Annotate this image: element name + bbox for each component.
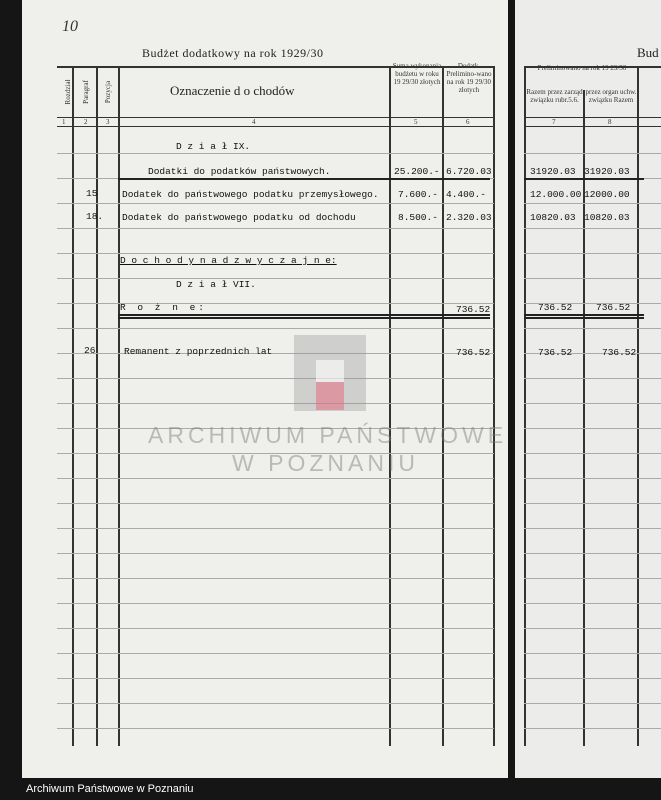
row-remanent-par: 26 <box>84 345 96 356</box>
row-rule <box>57 528 494 529</box>
row-rule <box>57 403 494 404</box>
col-num-3: 3 <box>106 118 110 126</box>
row-rule-2 <box>524 553 661 554</box>
row-rule-2 <box>524 528 661 529</box>
total-double-rule-2 <box>524 314 644 316</box>
row-rule <box>57 278 494 279</box>
row-rule-2 <box>524 428 661 429</box>
row-remanent-label: Remanent z poprzednich lat <box>124 346 273 357</box>
col-divider <box>72 66 74 746</box>
archive-stamp-red <box>316 382 344 410</box>
row-rule <box>57 728 494 729</box>
page-number: 10 <box>62 18 78 35</box>
row-dochod-c8: 10820.03 <box>584 212 630 223</box>
row-dodatki-label: Dodatki do podatków państwowych. <box>148 166 331 177</box>
row-przemysl-c8: 12000.00 <box>584 189 630 200</box>
section-double-rule-2 <box>524 178 644 180</box>
row-rozne-c6: 736.52 <box>456 304 491 315</box>
col-num-6: 6 <box>466 118 470 126</box>
row-dzial-ix: D z i a ł IX. <box>176 141 251 152</box>
row-dochod-par: 18. <box>86 211 104 222</box>
row-dochod-label: Dodatek do państwowego podatku od dochodu <box>122 212 356 223</box>
row-przemysl-par: 15 <box>86 188 98 199</box>
row-rule-2 <box>524 153 661 154</box>
row-rule <box>57 653 494 654</box>
row-dodatki-c5: 25.200.- <box>394 166 440 177</box>
total-double-rule-2 <box>524 317 644 319</box>
row-rule <box>57 328 494 329</box>
col-num-7: 7 <box>552 118 556 126</box>
row-rule-2 <box>524 278 661 279</box>
header-col5: Suma wykonania budżetu w roku 19 29/30 złotych <box>392 62 442 86</box>
row-przemysl-c5: 7.600.- <box>398 189 438 200</box>
archive-stamp-white <box>316 360 344 382</box>
header-col2: Paragraf <box>82 80 90 104</box>
row-remanent-c8: 736.52 <box>602 347 637 358</box>
row-rule <box>57 353 494 354</box>
header-col6: Dodatk. Prelimino-wano na rok 19 29/30 złotych <box>446 62 492 94</box>
row-rozne-c7: 736.52 <box>538 302 573 313</box>
col-divider <box>96 66 98 746</box>
row-dodatki-c6: 6.720.03 <box>446 166 492 177</box>
row-rule-2 <box>524 478 661 479</box>
row-remanent-c6: 736.52 <box>456 347 491 358</box>
row-dodatki-c7: 31920.03 <box>530 166 576 177</box>
row-rule-2 <box>524 678 661 679</box>
row-rozne-c8: 736.52 <box>596 302 631 313</box>
section-double-rule <box>118 178 490 180</box>
header-col7: Razem przez zarząd związku rubr.5.6. <box>526 88 583 104</box>
row-dzial-vii: D z i a ł VII. <box>176 279 256 290</box>
col-num-5: 5 <box>414 118 418 126</box>
col-divider <box>389 66 391 746</box>
row-rule-2 <box>524 603 661 604</box>
row-rule-2 <box>524 728 661 729</box>
header-bottom-rule <box>57 117 494 118</box>
header-col78-group: Preliminowano na rok 19 29/30 <box>537 64 627 72</box>
row-rozne-label: R o ż n e: <box>120 302 208 313</box>
row-rule <box>57 378 494 379</box>
col-divider <box>637 66 639 746</box>
row-dodatki-c8: 31920.03 <box>584 166 630 177</box>
col-divider <box>442 66 444 746</box>
header-num-rule <box>57 126 494 127</box>
col-divider <box>118 66 120 746</box>
col-num-4: 4 <box>252 118 256 126</box>
row-rule <box>57 553 494 554</box>
total-double-rule <box>118 317 490 319</box>
row-rule-2 <box>524 503 661 504</box>
row-rule <box>57 153 494 154</box>
row-rule <box>57 228 494 229</box>
row-przemysl-label: Dodatek do państwowego podatku przemysłowego. <box>122 189 379 200</box>
row-przemysl-c7: 12.000.00 <box>530 189 582 200</box>
header-col4: Oznaczenie d o chodów <box>170 83 295 98</box>
row-dochod-c5: 8.500.- <box>398 212 438 223</box>
row-rule <box>57 578 494 579</box>
row-rule-2 <box>524 628 661 629</box>
row-rule <box>57 253 494 254</box>
col-num-2: 2 <box>84 118 88 126</box>
row-dochod-c7: 10820.03 <box>530 212 576 223</box>
col-divider <box>493 66 495 746</box>
row-rule <box>57 503 494 504</box>
row-rule <box>57 478 494 479</box>
row-rule-2 <box>524 453 661 454</box>
row-rule-2 <box>524 228 661 229</box>
header-num-rule-2 <box>524 126 661 127</box>
col-divider <box>524 66 526 746</box>
header-col1: Rozdział <box>64 79 72 105</box>
row-przemysl-c6: 4.400.- <box>446 189 486 200</box>
row-rule <box>57 203 494 204</box>
col-num-8: 8 <box>608 118 612 126</box>
row-rule <box>57 603 494 604</box>
row-rule-2 <box>524 328 661 329</box>
total-double-rule <box>118 314 490 316</box>
row-rule <box>57 703 494 704</box>
watermark-line1: ARCHIWUM PAŃSTWOWE <box>148 422 508 448</box>
col-num-1: 1 <box>62 118 66 126</box>
page2-title: Bud <box>637 45 659 60</box>
row-rule-2 <box>524 578 661 579</box>
row-rule-2 <box>524 653 661 654</box>
page-title: Budżet dodatkowy na rok 1929/30 <box>142 46 324 60</box>
header-bottom-rule-2 <box>524 117 661 118</box>
row-rule <box>57 678 494 679</box>
row-dochod-c6: 2.320.03 <box>446 212 492 223</box>
row-rule-2 <box>524 378 661 379</box>
row-remanent-c7: 736.52 <box>538 347 573 358</box>
row-rule-2 <box>524 253 661 254</box>
header-col3: Pozycja <box>104 80 112 104</box>
header-col8: przez organ uchw. związku Razem <box>585 88 637 104</box>
watermark-line2: W POZNANIU <box>232 450 419 476</box>
row-dochody-nadzw: D o c h o d y n a d z w y c z a j n e: <box>120 255 337 266</box>
row-rule <box>57 628 494 629</box>
row-rule-2 <box>524 703 661 704</box>
row-rule-2 <box>524 203 661 204</box>
archive-footer: Archiwum Państwowe w Poznaniu <box>0 778 256 800</box>
row-rule-2 <box>524 403 661 404</box>
